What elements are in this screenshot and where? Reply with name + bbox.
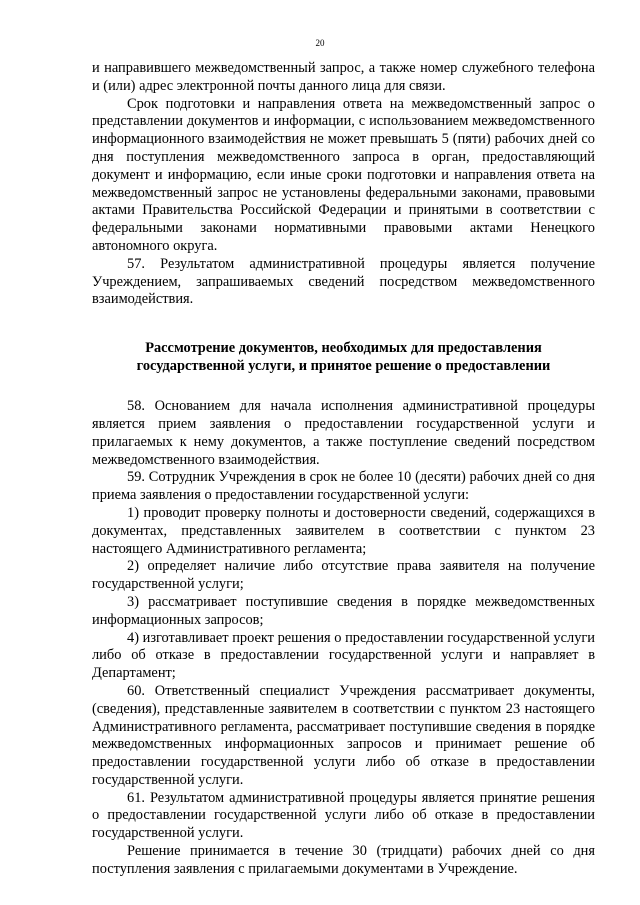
- paragraph: 57. Результатом административной процедуры является получение Учреждением, запрашиваемых сведений посредством межведомственного взаимодействия.: [92, 255, 595, 308]
- paragraph: 4) изготавливает проект решения о предоставлении государственной услуги либо об отказе в предоставлении государственной услуги и направляет в Департамент;: [92, 629, 595, 682]
- paragraph: 58. Основанием для начала исполнения административной процедуры является прием заявления о предоставлении государственной услуги и прилагаемых к нему документов, а также поступление сведений посредством межведомственного взаимодействия.: [92, 398, 595, 468]
- paragraph: 60. Ответственный специалист Учреждения рассматривает документы, (сведения), представленные заявителем в соответствии с пунктом 23 настоящего Административного регламента, рассматривает поступившие сведения в порядке межведомственных информационных запросов и принимает решение об предоставлении государственной услуги либо об отказе в предоставлении государственной услуги.: [92, 682, 595, 788]
- paragraph: и направившего межведомственный запрос, а также номер служебного телефона и (или) адрес электронной почты данного лица для связи.: [92, 60, 595, 94]
- paragraph: 61. Результатом административной процедуры является принятие решения о предоставлении государственной услуги либо об отказе в предоставлении государственной услуги.: [92, 789, 595, 842]
- paragraphs-after-heading: [92, 398, 595, 879]
- paragraphs-before-heading: [92, 60, 595, 309]
- page-number: 20: [315, 38, 325, 48]
- paragraph: Решение принимается в течение 30 (тридцати) рабочих дней со дня поступления заявления с прилагаемыми документами в Учреждение.: [92, 843, 595, 877]
- document-body: [92, 60, 595, 879]
- section-heading: Рассмотрение документов, необходимых для предоставления государственной услуги, и принятое решение о предоставлении: [136, 340, 551, 375]
- paragraph: 1) проводит проверку полноты и достоверности сведений, содержащихся в документах, представленных заявителем в соответствии с пунктом 23 настоящего Административного регламента;: [92, 504, 595, 557]
- paragraph: 3) рассматривает поступившие сведения в порядке межведомственных информационных запросов;: [92, 593, 595, 628]
- paragraph: Срок подготовки и направления ответа на межведомственный запрос о представлении документов и информации, с использованием межведомственного информационного взаимодействия не может превышать 5 (пяти) рабочих дней со дня поступления межведомственного запроса в орган, предоставляющий документ и информацию, если иные сроки подготовки и направления ответа на межведомственный запрос не установлены федеральными законами, правовыми актами Правительства Российской Федерации и принятыми в соответствии с федеральными законами нормативными правовыми актами Ненецкого автономного округа.: [92, 95, 595, 254]
- paragraph: 59. Сотрудник Учреждения в срок не более 10 (десяти) рабочих дней со дня приема заявления о предоставлении государственной услуги:: [92, 469, 595, 504]
- paragraph: 2) определяет наличие либо отсутствие права заявителя на получение государственной услуги;: [92, 558, 595, 593]
